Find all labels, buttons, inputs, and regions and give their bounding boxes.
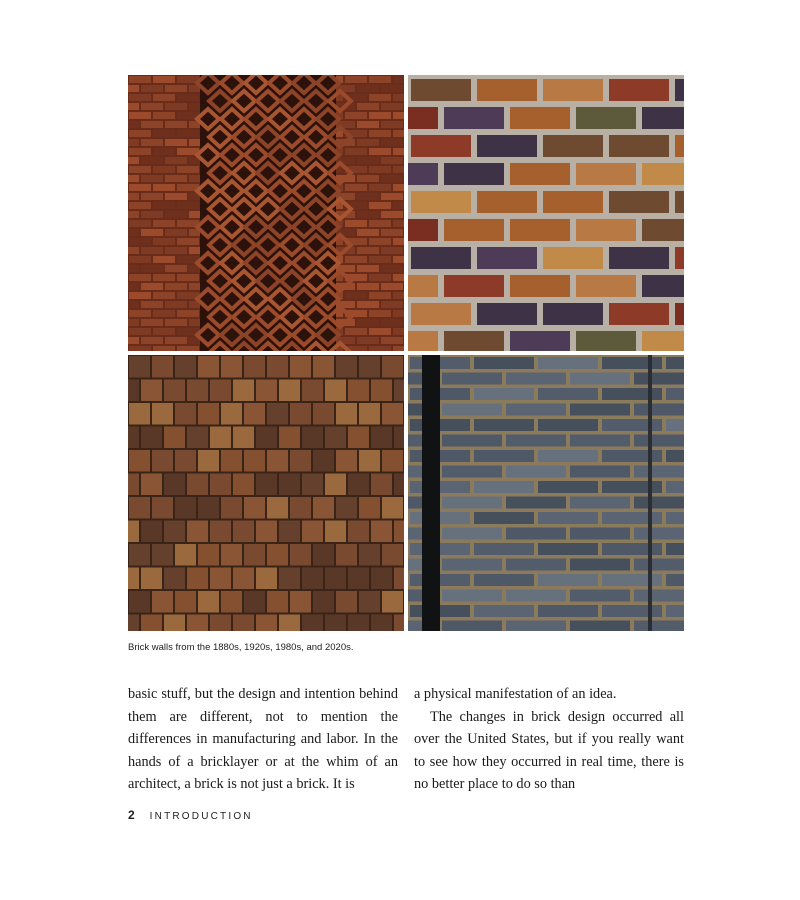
brick-photo-grid: [128, 75, 684, 631]
body-paragraph-next: The changes in brick design occurred all over the United States, but if you really want to see how they occurred in real time, there is no better place to do so than: [414, 708, 684, 793]
figure-caption: Brick walls from the 1880s, 1920s, 1980s, and 2020s.: [128, 642, 354, 653]
gray-brick-wall-photo-icon: [408, 355, 684, 631]
body-column-right: [414, 683, 684, 796]
brick-photo-2020s: [408, 355, 684, 631]
page-number: 2: [128, 808, 135, 822]
body-paragraph-end: a physical manifestation of an idea.: [414, 686, 617, 702]
body-column-left: [128, 683, 398, 796]
brick-photo-1920s: [408, 75, 684, 351]
square-tile-brick-wall-photo-icon: [128, 355, 404, 631]
section-name: INTRODUCTION: [149, 811, 253, 822]
body-paragraph-continued: basic stuff, but the design and intention behind them are different, not to mention the differences in manufacturing and labor. In the hands of a bricklayer or at the whim of an architect, a brick is not just a brick. It is: [128, 686, 398, 793]
multicolor-brick-wall-photo-icon: [408, 75, 684, 351]
page-footer: [128, 808, 253, 822]
brick-photo-1980s: [128, 355, 404, 631]
brick-lattice-wall-photo-icon: [128, 75, 404, 351]
brick-photo-1880s: [128, 75, 404, 351]
